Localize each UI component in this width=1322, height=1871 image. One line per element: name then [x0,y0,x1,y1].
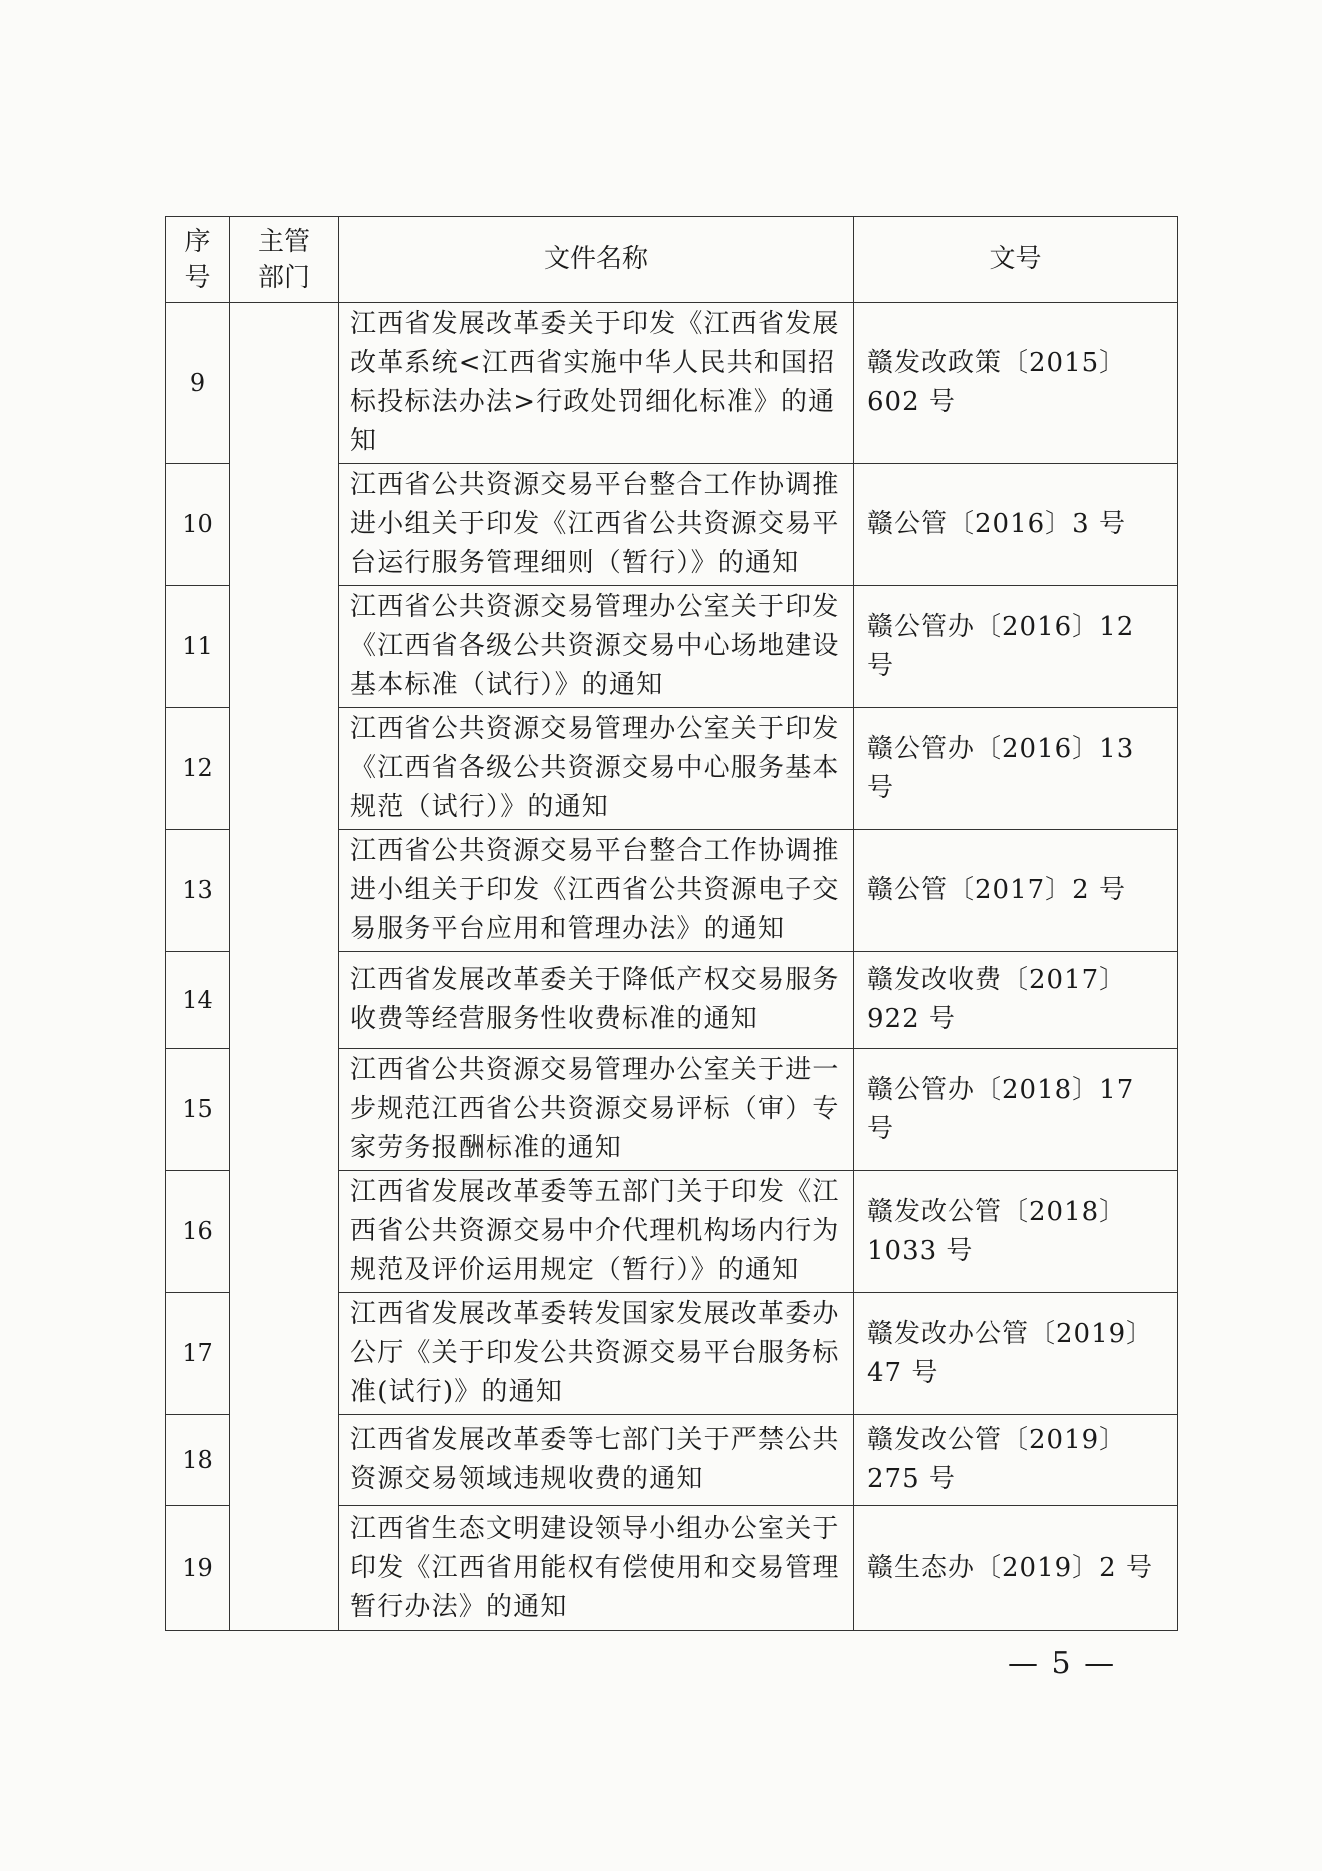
row-doc-no: 赣公管〔2017〕2 号 [854,830,1178,952]
row-doc-no: 赣公管办〔2018〕17 号 [854,1049,1178,1171]
row-title: 江西省发展改革委关于降低产权交易服务收费等经营服务性收费标准的通知 [339,952,854,1049]
row-title: 江西省发展改革委等七部门关于严禁公共资源交易领域违规收费的通知 [339,1415,854,1506]
row-seq: 10 [166,464,230,586]
header-seq [166,217,230,303]
header-doc-no: 文号 [854,217,1178,303]
row-title: 江西省公共资源交易管理办公室关于印发《江西省各级公共资源交易中心场地建设基本标准（试行）》的通知 [339,586,854,708]
header-dept [230,217,339,303]
row-doc-no: 赣发改收费〔2017〕922 号 [854,952,1178,1049]
row-seq: 11 [166,586,230,708]
header-row [166,217,1178,303]
header-dept-line-1: 主管 [257,226,310,257]
header-dept-line-2: 部门 [257,262,310,293]
row-title: 江西省公共资源交易平台整合工作协调推进小组关于印发《江西省公共资源交易平台运行服务管理细则（暂行）》的通知 [339,464,854,586]
row-seq: 13 [166,830,230,952]
row-doc-no: 赣发改办公管〔2019〕47 号 [854,1293,1178,1415]
row-doc-no: 赣发改政策〔2015〕602 号 [854,303,1178,464]
row-seq: 12 [166,708,230,830]
row-seq: 9 [166,303,230,464]
row-doc-no: 赣发改公管〔2018〕1033 号 [854,1171,1178,1293]
row-seq: 19 [166,1506,230,1631]
row-seq: 15 [166,1049,230,1171]
header-seq-line-2: 号 [184,262,211,293]
row-title: 江西省公共资源交易管理办公室关于进一步规范江西省公共资源交易评标（审）专家劳务报酬标准的通知 [339,1049,854,1171]
page-number: — 5 — [1008,1646,1117,1681]
row-seq: 14 [166,952,230,1049]
dept-cell-empty [230,303,339,1631]
row-title: 江西省发展改革委等五部门关于印发《江西省公共资源交易中介代理机构场内行为规范及评价运用规定（暂行）》的通知 [339,1171,854,1293]
header-seq-line-1: 序 [184,226,211,257]
row-doc-no: 赣生态办〔2019〕2 号 [854,1506,1178,1631]
header-title: 文件名称 [339,217,854,303]
row-doc-no: 赣发改公管〔2019〕275 号 [854,1415,1178,1506]
row-title: 江西省公共资源交易平台整合工作协调推进小组关于印发《江西省公共资源电子交易服务平台应用和管理办法》的通知 [339,830,854,952]
document-table [165,216,1178,1631]
table-row [166,303,1178,464]
row-doc-no: 赣公管〔2016〕3 号 [854,464,1178,586]
row-title: 江西省公共资源交易管理办公室关于印发《江西省各级公共资源交易中心服务基本规范（试行）》的通知 [339,708,854,830]
row-seq: 18 [166,1415,230,1506]
row-title: 江西省发展改革委关于印发《江西省发展改革系统<江西省实施中华人民共和国招标投标法办法>行政处罚细化标准》的通知 [339,303,854,464]
row-doc-no: 赣公管办〔2016〕13 号 [854,708,1178,830]
row-seq: 16 [166,1171,230,1293]
row-title: 江西省生态文明建设领导小组办公室关于印发《江西省用能权有偿使用和交易管理暂行办法》的通知 [339,1506,854,1631]
row-title: 江西省发展改革委转发国家发展改革委办公厅《关于印发公共资源交易平台服务标准(试行)》的通知 [339,1293,854,1415]
row-doc-no: 赣公管办〔2016〕12 号 [854,586,1178,708]
row-seq: 17 [166,1293,230,1415]
